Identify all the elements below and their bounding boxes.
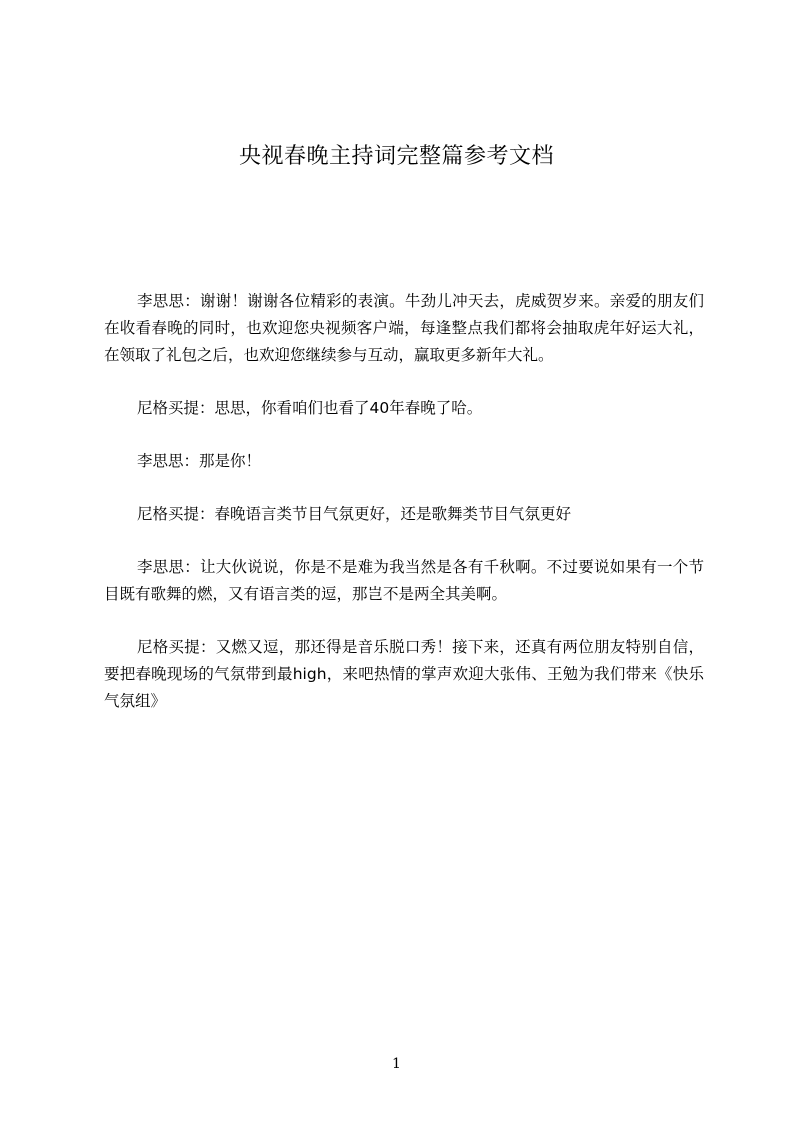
paragraph-4: 尼格买提：春晚语言类节目气氛更好，还是歌舞类节目气氛更好 [137, 505, 572, 523]
paragraph-6: 尼格买提：又燃又逗，那还得是音乐脱口秀！接下来，还真有两位朋友特别自信，要把春晚现场的气氛带到最high，来吧热情的掌声欢迎大张伟、王勉为我们带来《快乐气氛组》 [104, 638, 704, 710]
paragraph-1: 李思思：谢谢！谢谢各位精彩的表演。牛劲儿冲天去，虎威贺岁来。亲爱的朋友们在收看春晚的同时，也欢迎您央视频客户端，每逢整点我们都将会抽取虎年好运大礼，在领取了礼包之后，也欢迎您继续参与互动，赢取更多新年大礼。 [104, 292, 704, 364]
paragraph-2: 尼格买提：思思，你看咱们也看了40年春晚了哈。 [137, 399, 483, 417]
paragraph-5: 李思思：让大伙说说，你是不是难为我当然是各有千秋啊。不过要说如果有一个节目既有歌舞的燃，又有语言类的逗，那岂不是两全其美啊。 [104, 558, 704, 603]
paragraph-3: 李思思：那是你！ [137, 452, 262, 470]
document-title: 央视春晚主持词完整篇参考文档 [238, 144, 554, 169]
document-body [104, 288, 704, 741]
page-number: 1 [392, 1056, 401, 1072]
